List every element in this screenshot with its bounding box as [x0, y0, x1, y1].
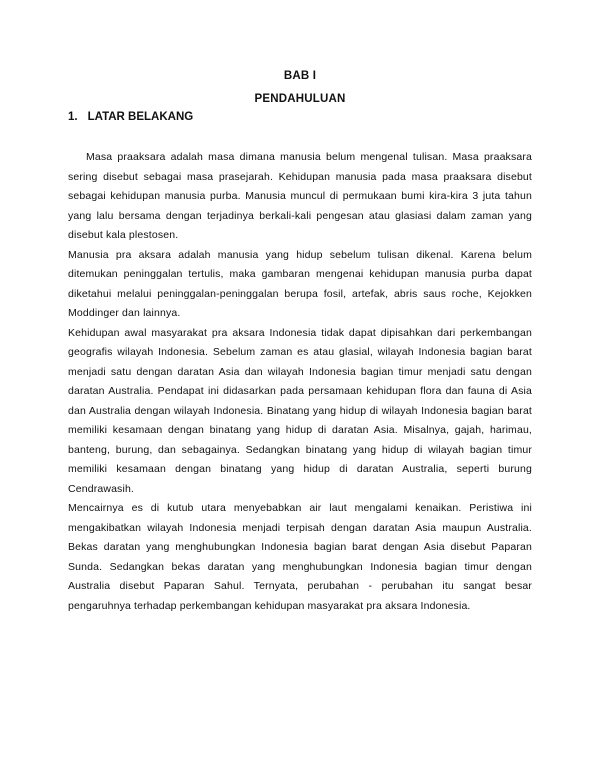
paragraph: Kehidupan awal masyarakat pra aksara Indonesia tidak dapat dipisahkan dari perkembangan geografis wilayah Indonesia. Sebelum zaman es atau glasial, wilayah Indonesia bagian barat menjadi satu dengan daratan Asia dan wilayah Indonesia bagian timur menjadi satu dengan daratan Australia. Pendapat ini didasarkan pada persamaan kehidupan flora dan fauna di Asia dan Australia dengan wilayah Indonesia. Binatang yang hidup di wilayah Indonesia bagian barat memiliki kesamaan dengan binatang yang hidup di daratan Asia. Misalnya, gajah, harimau, banteng, burung, dan sebagainya. Sedangkan binatang yang hidup di wilayah bagian timur memiliki kesamaan dengan binatang yang hidup di daratan Australia, seperti burung Cendrawasih.	[68, 326, 532, 495]
paragraph: Mencairnya es di kutub utara menyebabkan air laut mengalami kenaikan. Peristiwa ini mengakibatkan wilayah Indonesia menjadi terpisah dengan daratan Asia maupun Australia. Bekas daratan yang menghubungkan Indonesia bagian barat dengan Asia disebut Paparan Sunda. Sedangkan bekas daratan yang menghubungkan Indonesia bagian timur dengan Australia disebut Paparan Sahul. Ternyata, perubahan - perubahan itu sangat besar pengaruhnya terhadap perkembangan kehidupan masyarakat pra aksara Indonesia.	[68, 502, 532, 612]
chapter-title: PENDAHULUAN	[254, 93, 346, 105]
section-number: 1.	[68, 111, 78, 123]
paragraph: Manusia pra aksara adalah manusia yang hidup sebelum tulisan dikenal. Karena belum ditemukan peninggalan tertulis, maka gambaran mengenai kehidupan manusia purba dapat diketahui melalui peninggalan-peninggalan berupa fosil, artefak, abris saus roche, Kejokken Moddinger dan lainnya.	[68, 248, 532, 319]
section-heading	[68, 111, 193, 123]
body-text	[68, 148, 532, 616]
chapter-number: BAB I	[283, 70, 317, 82]
paragraph: Masa praaksara adalah masa dimana manusia belum mengenal tulisan. Masa praaksara sering disebut sebagai masa prasejarah. Kehidupan manusia pada masa praaksara disebut sebagai kehidupan manusia purba. Manusia muncul di permukaan bumi kira-kira 3 juta tahun yang lalu bersama dengan terjadinya berkali-kali pengesan atau glasiasi dalam zaman yang disebut kala plestosen.	[68, 151, 532, 241]
section-title: LATAR BELAKANG	[87, 111, 194, 123]
